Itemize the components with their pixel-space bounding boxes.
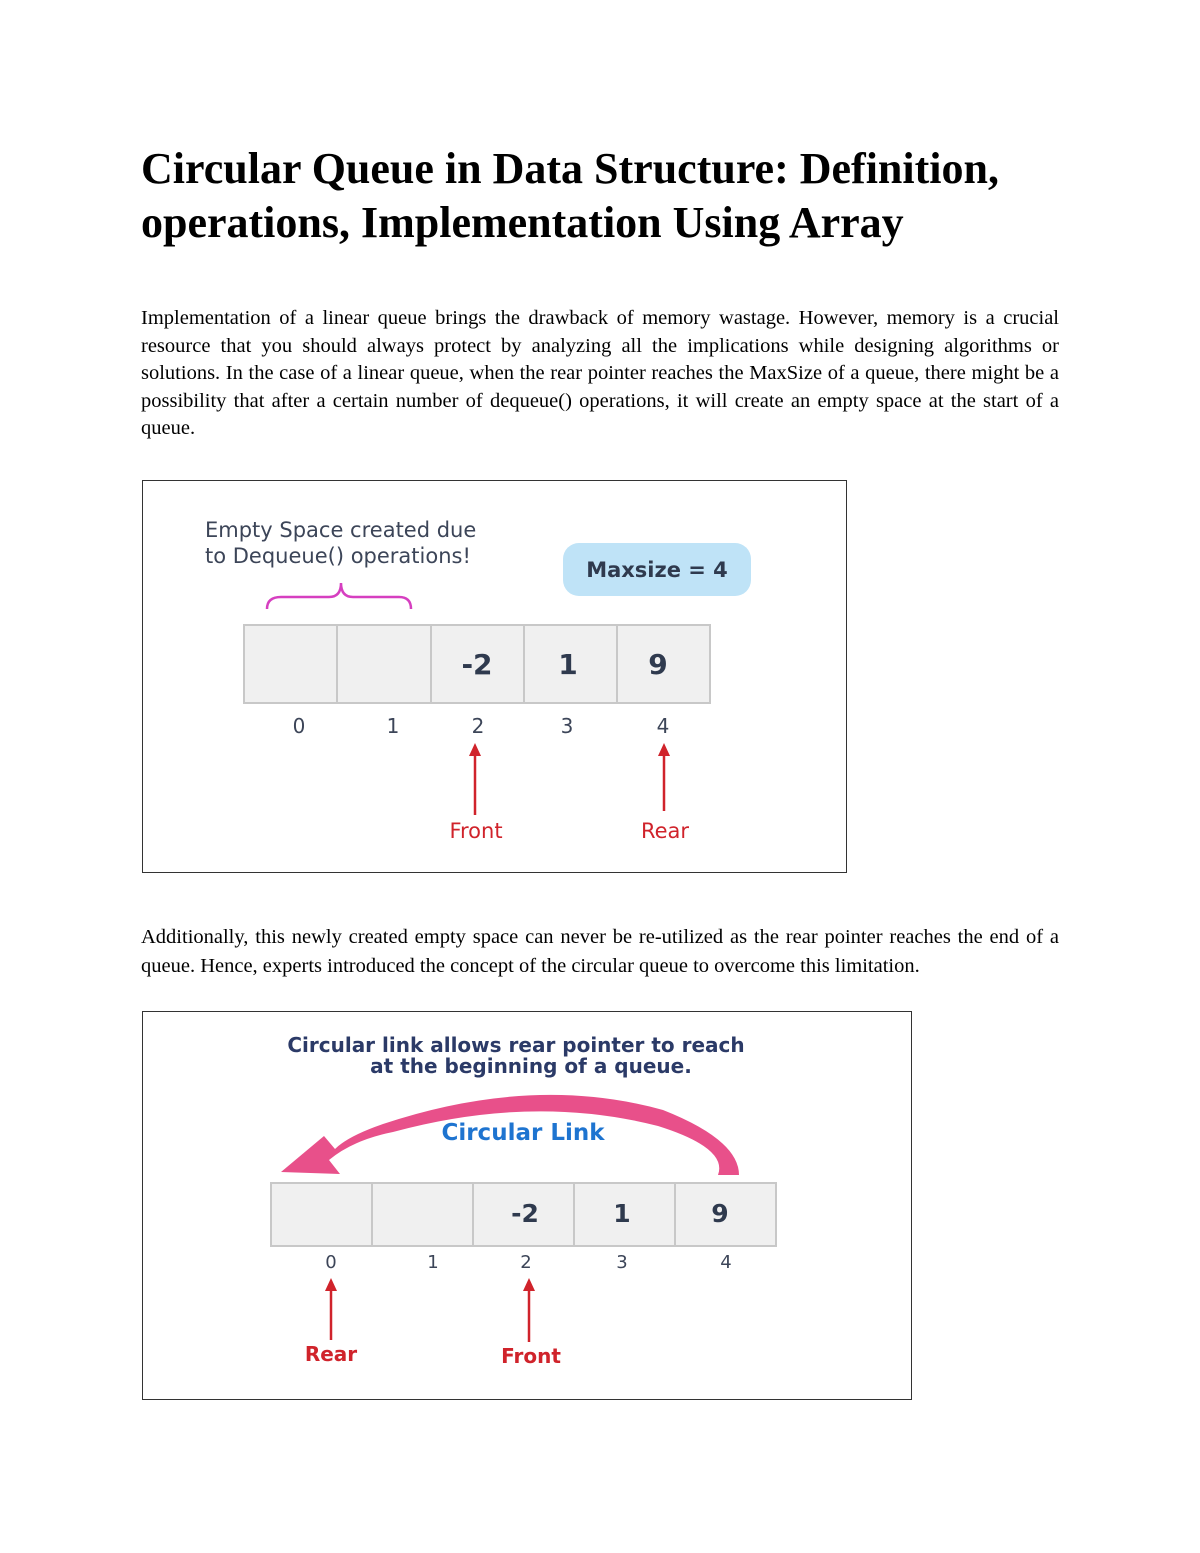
queue-array bbox=[244, 625, 710, 703]
circular-index-0: 0 bbox=[325, 1252, 337, 1273]
circular-cell-0 bbox=[271, 1183, 372, 1246]
index-0: 0 bbox=[292, 714, 306, 738]
empty-space-brace bbox=[267, 583, 411, 609]
queue-value-2: -2 bbox=[461, 648, 493, 681]
maxsize-label: Maxsize = 4 bbox=[586, 558, 728, 582]
circular-index-1: 1 bbox=[427, 1252, 439, 1273]
circular-front-label: Front bbox=[501, 1344, 561, 1368]
circular-queue-paragraph: Additionally, this newly created empty space can never be re-utilized as the rear pointer reaches the end of a queue. Hence, experts introduced the concept of the circular queue to overcome this limitation. bbox=[141, 926, 1059, 977]
intro-paragraph: Implementation of a linear queue brings the drawback of memory wastage. However, memory is a crucial resource that you should always protect by analyzing all the implications while designing algorithms or solutions. In the case of a linear queue, when the rear pointer reaches the MaxSize of a queue, there might be a possibility that after a certain number of dequeue() operations, it will create an empty space at the start of a queue. bbox=[141, 307, 1059, 439]
queue-value-3: 1 bbox=[558, 648, 578, 681]
page-title: Circular Queue in Data Structure: Definition, operations, Implementation Using Array bbox=[141, 144, 999, 247]
queue-value-4: 9 bbox=[648, 648, 668, 681]
circular-cell-1 bbox=[372, 1183, 473, 1246]
rear-label: Rear bbox=[640, 819, 690, 843]
empty-space-caption-line2: to Dequeue() operations! bbox=[205, 544, 471, 568]
rear-arrow bbox=[658, 743, 670, 811]
empty-space-caption-line1: Empty Space created due bbox=[205, 518, 477, 542]
queue-cell-0 bbox=[244, 625, 337, 703]
circular-index-3: 3 bbox=[616, 1252, 628, 1273]
circular-index-4: 4 bbox=[720, 1252, 732, 1273]
index-1: 1 bbox=[386, 714, 400, 738]
circular-queue-array bbox=[271, 1183, 776, 1246]
linear-queue-figure bbox=[142, 480, 847, 873]
circular-value-4: 9 bbox=[711, 1199, 729, 1228]
queue-cell-1 bbox=[337, 625, 431, 703]
index-4: 4 bbox=[656, 714, 670, 738]
front-arrow bbox=[469, 743, 481, 815]
circular-link-label: Circular Link bbox=[441, 1120, 605, 1146]
circular-caption-line2: at the beginning of a queue. bbox=[370, 1054, 692, 1078]
circular-rear-label: Rear bbox=[304, 1342, 358, 1366]
circular-front-arrow bbox=[523, 1278, 535, 1342]
index-2: 2 bbox=[471, 714, 485, 738]
circular-rear-arrow bbox=[325, 1278, 337, 1340]
circular-index-2: 2 bbox=[520, 1252, 532, 1273]
circular-value-2: -2 bbox=[511, 1199, 539, 1228]
circular-queue-figure bbox=[142, 1011, 912, 1400]
front-label: Front bbox=[449, 819, 503, 843]
circular-caption-line1: Circular link allows rear pointer to reach bbox=[287, 1033, 745, 1057]
circular-value-3: 1 bbox=[613, 1199, 631, 1228]
circular-queue-diagram bbox=[143, 1012, 913, 1401]
linear-queue-diagram bbox=[143, 481, 848, 874]
index-3: 3 bbox=[560, 714, 574, 738]
